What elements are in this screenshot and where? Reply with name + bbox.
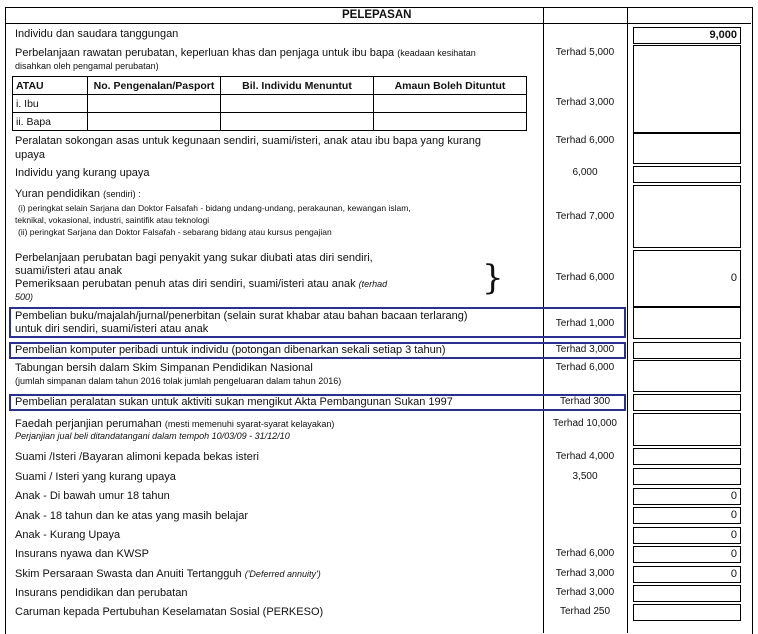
label-penyakit-1: Perbelanjaan perubatan bagi penyakit yang sukar diubati atas diri sendiri, — [15, 252, 373, 264]
note-sspn: (jumlah simpanan dalam tahun 2016 tolak jumlah pengeluaran dalam tahun 2016) — [15, 376, 342, 386]
label-peralatan-1: Peralatan sokongan asas untuk kegunaan sendiri, suami/isteri, anak atau ibu bapa yang kurang — [15, 135, 481, 147]
amount-prs[interactable]: 0 — [633, 566, 741, 583]
label-suami-ku: Suami / Isteri yang kurang upaya — [15, 471, 176, 483]
label-anak18: Anak - Di bawah umur 18 tahun — [15, 490, 170, 502]
amount-anak-ku[interactable]: 0 — [633, 527, 741, 544]
limit-kurang-upaya: 6,000 — [572, 167, 598, 178]
ibu-bil-field[interactable] — [221, 95, 374, 113]
note-penyakit: 500) — [15, 292, 34, 302]
title-divider — [5, 23, 751, 24]
limit-buku: Terhad 1,000 — [555, 318, 615, 329]
bapa-pengenalan-field[interactable] — [88, 113, 221, 131]
label-anak-belajar: Anak - 18 tahun dan ke atas yang masih belajar — [15, 510, 248, 522]
amount-penyakit[interactable]: 0 — [633, 250, 741, 307]
amount-perkeso[interactable] — [633, 604, 741, 621]
label-anak-ku: Anak - Kurang Upaya — [15, 529, 121, 541]
label-prs: Skim Persaraan Swasta dan Anuiti Tertangguh ('Deferred annuity') — [15, 568, 321, 580]
bapa-amaun-field[interactable] — [374, 113, 527, 131]
col-pengenalan: No. Pengenalan/Pasport — [88, 77, 221, 95]
limit-ins-pendidikan: Terhad 3,000 — [555, 587, 615, 598]
col-amaun: Amaun Boleh Dituntut — [374, 77, 527, 95]
amount-sukan[interactable] — [633, 394, 741, 411]
limit-sspn: Terhad 6,000 — [555, 362, 615, 373]
label-komputer: Pembelian komputer peribadi untuk individu (potongan dibenarkan sekali setiap 3 tahun) — [15, 344, 446, 356]
yuran-line-1: (i) peringkat selain Sarjana dan Doktor Falsafah - bidang undang-undang, perakaunan, kewangan islam, — [18, 203, 411, 213]
parent-id-table — [12, 76, 527, 131]
limit-rawatan: Terhad 5,000 — [555, 47, 615, 58]
amount-suami-ku[interactable] — [633, 468, 741, 485]
limit-komputer: Terhad 3,000 — [555, 344, 615, 355]
label-ibu: i. Ibu — [13, 95, 88, 113]
amount-sspn[interactable] — [633, 360, 741, 392]
label-buku-2: untuk diri sendiri, suami/isteri atau anak — [15, 323, 209, 335]
amount-komputer[interactable] — [633, 342, 741, 359]
bapa-bil-field[interactable] — [221, 113, 374, 131]
limit-insurans: Terhad 6,000 — [555, 548, 615, 559]
label-kurang-upaya: Individu yang kurang upaya — [15, 167, 150, 179]
limit-peralatan: Terhad 6,000 — [555, 135, 615, 146]
column-divider-amount — [627, 7, 628, 633]
label-sukan: Pembelian peralatan sukan untuk aktiviti sukan mengikut Akta Pembangunan Sukan 1997 — [15, 396, 453, 408]
label-buku-1: Pembelian buku/majalah/jurnal/penerbitan (selain surat khabar atau bahan bacaan terlarang) — [15, 310, 468, 322]
amount-kurang-upaya[interactable] — [633, 166, 741, 183]
amount-individu[interactable]: 9,000 — [633, 27, 741, 44]
label-yuran: Yuran pendidikan (sendiri) : — [15, 188, 141, 200]
amount-ins-pendidikan[interactable] — [633, 585, 741, 602]
limit-perkeso: Terhad 250 — [559, 606, 611, 617]
amount-alimoni[interactable] — [633, 448, 741, 465]
limit-yuran: Terhad 7,000 — [555, 211, 615, 222]
limit-suami-ku: 3,500 — [572, 471, 598, 482]
amount-buku[interactable] — [633, 307, 741, 339]
amount-yuran[interactable] — [633, 185, 741, 248]
limit-sukan: Terhad 300 — [559, 396, 611, 407]
limit-ibu: Terhad 3,000 — [555, 97, 615, 108]
amount-peralatan[interactable] — [633, 133, 741, 164]
label-sspn: Tabungan bersih dalam Skim Simpanan Pendidikan Nasional — [15, 362, 313, 374]
label-perumahan: Faedah perjanjian perumahan (mesti memenuhi syarat-syarat kelayakan) — [15, 418, 335, 430]
amount-perumahan[interactable] — [633, 413, 741, 446]
label-insurans: Insurans nyawa dan KWSP — [15, 548, 149, 560]
amount-anak-belajar[interactable]: 0 — [633, 507, 741, 524]
limit-perumahan: Terhad 10,000 — [553, 418, 617, 429]
limit-alimoni: Terhad 4,000 — [555, 451, 615, 462]
label-penyakit-3: Pemeriksaan perubatan penuh atas diri sendiri, suami/isteri atau anak (terhad — [15, 278, 388, 290]
yuran-line-3: (ii) peringkat Sarjana dan Doktor Falsafah - sebarang bidang atau kursus pengajian — [18, 227, 332, 237]
limit-prs: Terhad 3,000 — [555, 568, 615, 579]
label-perkeso: Caruman kepada Pertubuhan Keselamatan Sosial (PERKESO) — [15, 606, 324, 618]
amount-anak18[interactable]: 0 — [633, 488, 741, 505]
yuran-line-2: teknikal, vokasional, industri, saintifik atau teknologi — [15, 215, 210, 225]
label-bapa: ii. Bapa — [13, 113, 88, 131]
note-rawatan: disahkan oleh pengamal perubatan) — [15, 61, 159, 71]
label-ins-pendidikan: Insurans pendidikan dan perubatan — [15, 587, 188, 599]
label-atau: ATAU — [13, 77, 88, 95]
ibu-pengenalan-field[interactable] — [88, 95, 221, 113]
amount-insurans[interactable]: 0 — [633, 546, 741, 563]
amount-rawatan[interactable] — [633, 45, 741, 133]
section-title: PELEPASAN — [342, 9, 412, 21]
brace-symbol: } — [482, 258, 504, 298]
label-peralatan-2: upaya — [15, 149, 45, 161]
ibu-amaun-field[interactable] — [374, 95, 527, 113]
label-individu: Individu dan saudara tanggungan — [15, 28, 179, 40]
note-perumahan: Perjanjian jual beli ditandatangani dalam tempoh 10/03/09 - 31/12/10 — [15, 431, 290, 441]
label-penyakit-2: suami/isteri atau anak — [15, 265, 122, 277]
label-rawatan: Perbelanjaan rawatan perubatan, keperluan khas dan penjaga untuk ibu bapa (keadaan kesihatan — [15, 47, 476, 59]
label-alimoni: Suami /Isteri /Bayaran alimoni kepada bekas isteri — [15, 451, 259, 463]
limit-penyakit: Terhad 6,000 — [555, 272, 615, 283]
col-bil: Bil. Individu Menuntut — [221, 77, 374, 95]
